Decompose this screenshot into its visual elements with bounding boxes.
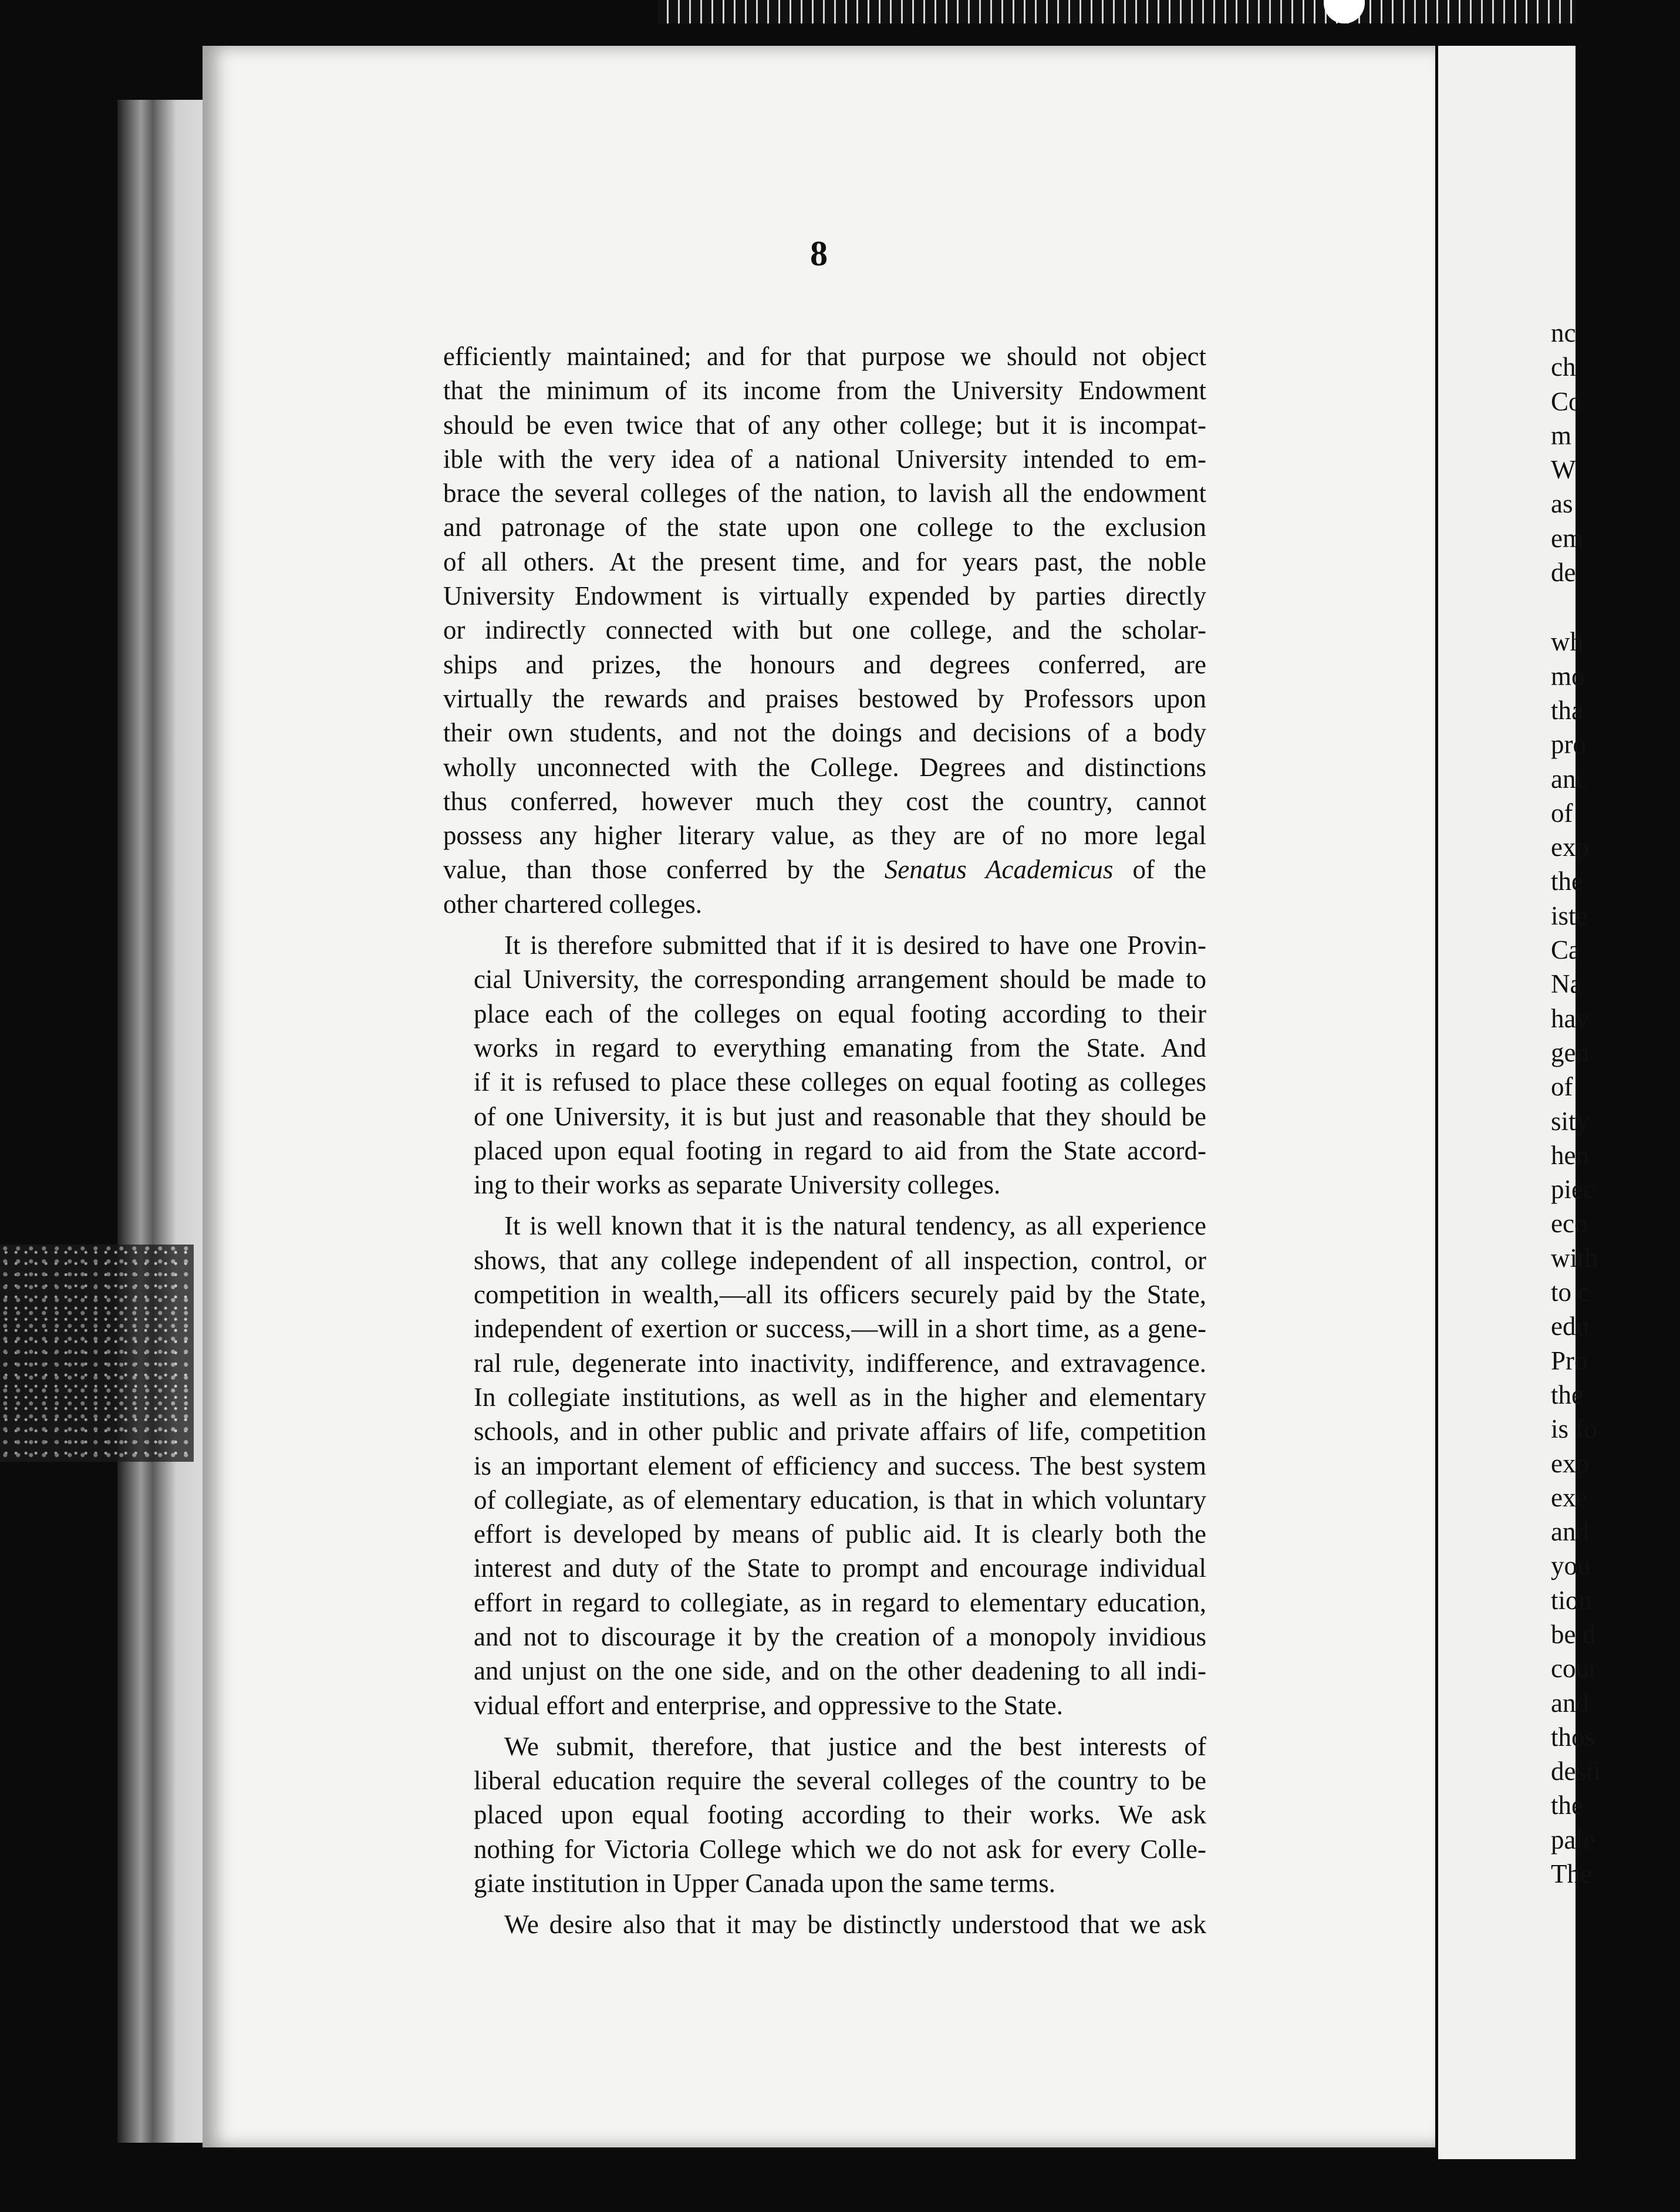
- facing-fragment: W: [1551, 455, 1576, 485]
- text-line: wholly unconnected with the College. Degrees and distinctions: [443, 752, 1206, 782]
- text-line: shows, that any college independent of all inspection, control, or: [474, 1245, 1206, 1275]
- scan-top-edge: [657, 0, 1576, 23]
- text-line: possess any higher literary value, as they are of no more legal: [443, 821, 1206, 851]
- text-line: and patronage of the state upon one college to the exclusion: [443, 512, 1206, 542]
- text-line: of collegiate, as of elementary education, is that in which voluntary: [474, 1485, 1206, 1515]
- text-line: effort is developed by means of public aid. It is clearly both the: [474, 1519, 1206, 1549]
- paragraph-gap: [1551, 589, 1680, 625]
- text-line: placed upon equal footing according to their works. We ask: [474, 1800, 1206, 1830]
- facing-fragment: anc: [1551, 764, 1588, 794]
- text-line: and not to discourage it by the creation of a monopoly invidious: [474, 1621, 1206, 1651]
- text-line: competition in wealth,—all its officers securely paid by the State,: [474, 1280, 1206, 1310]
- facing-fragment: exp: [1551, 832, 1589, 862]
- facing-fragment: Na: [1551, 969, 1582, 999]
- facing-fragment: The: [1551, 1859, 1592, 1889]
- paragraph-3: [443, 1209, 1206, 1722]
- text-line: is an important element of efficiency and success. The best system: [474, 1451, 1206, 1481]
- text-line: It is well known that it is the natural tendency, as all experience: [504, 1211, 1206, 1241]
- text-line: interest and duty of the State to prompt and encourage individual: [474, 1553, 1206, 1583]
- facing-fragment: piec: [1551, 1175, 1595, 1205]
- paragraph-5: [443, 1907, 1206, 1941]
- facing-fragment: pale: [1551, 1825, 1595, 1854]
- text-line: place each of the colleges on equal footing according to their: [474, 999, 1206, 1029]
- text-line: University Endowment is virtually expended by parties directly: [443, 581, 1206, 611]
- text-line: or indirectly connected with but one college, and the scholar-: [443, 615, 1206, 645]
- facing-fragment: wh: [1551, 627, 1583, 657]
- facing-fragment: em: [1551, 523, 1583, 553]
- text-line: We submit, therefore, that justice and the best interests of: [504, 1731, 1206, 1761]
- text-line: We desire also that it may be distinctly understood that we ask: [504, 1910, 1206, 1940]
- facing-fragment: and: [1551, 1517, 1589, 1547]
- text-line: and unjust on the one side, and on the other deadening to all indi-: [474, 1656, 1206, 1686]
- facing-fragment: desti: [1551, 1756, 1601, 1786]
- page-body: [443, 339, 1206, 1942]
- facing-fragment: the: [1551, 1380, 1583, 1410]
- facing-page-edge: [1438, 46, 1601, 2159]
- facing-fragment: Ca: [1551, 935, 1580, 965]
- book-page: [203, 46, 1435, 2147]
- text-line: virtually the rewards and praises bestowed by Professors upon: [443, 683, 1206, 713]
- text-line: nothing for Victoria College which we do not ask for every Colle-: [474, 1834, 1206, 1864]
- text-line: ships and prizes, the honours and degrees conferred, are: [443, 649, 1206, 679]
- text-line: effort in regard to collegiate, as in regard to elementary education,: [474, 1587, 1206, 1617]
- facing-fragment: de: [1551, 558, 1576, 588]
- facing-fragment: iste: [1551, 901, 1588, 930]
- facing-fragment: eco: [1551, 1209, 1588, 1239]
- text-line: independent of exertion or success,—will in a short time, as a gene-: [474, 1314, 1206, 1344]
- facing-fragment: to c: [1551, 1277, 1590, 1307]
- text-line: It is therefore submitted that if it is desired to have one Provin-: [504, 930, 1206, 960]
- facing-fragment: and: [1551, 1688, 1589, 1718]
- facing-fragment: tha: [1551, 695, 1583, 725]
- facing-fragment: is fo: [1551, 1414, 1597, 1444]
- facing-page-fragments: [1551, 316, 1680, 1891]
- facing-fragment: Co: [1551, 386, 1582, 416]
- text-line: efficiently maintained; and for that purpose we should not object: [443, 342, 1206, 371]
- facing-fragment: hen: [1551, 1140, 1589, 1170]
- facing-fragment: thos: [1551, 1722, 1595, 1752]
- text-line: should be even twice that of any other college; but it is incompat-: [443, 410, 1206, 440]
- facing-fragment: as: [1551, 489, 1573, 519]
- page-number: 8: [810, 234, 828, 273]
- facing-fragment: Pro: [1551, 1346, 1588, 1375]
- facing-fragment: hav: [1551, 1003, 1589, 1033]
- text-line: their own students, and not the doings and decisions of a body: [443, 718, 1206, 748]
- facing-fragment: of: [1551, 798, 1573, 828]
- text-line: schools, and in other public and private affairs of life, competition: [474, 1417, 1206, 1446]
- facing-fragment: gen: [1551, 1037, 1589, 1067]
- facing-fragment: you: [1551, 1551, 1591, 1581]
- facing-fragment: be d: [1551, 1619, 1596, 1649]
- facing-fragment: cour: [1551, 1654, 1598, 1684]
- facing-fragment: nc: [1551, 318, 1576, 348]
- text-line: works in regard to everything emanating from the State. And: [474, 1033, 1206, 1063]
- italic-phrase: Senatus Academicus: [884, 855, 1114, 885]
- scan-artifact: [0, 1245, 194, 1462]
- facing-fragment: sity: [1551, 1106, 1590, 1136]
- text-line: cial University, the corresponding arrangement should be made to: [474, 965, 1206, 994]
- text-line: In collegiate institutions, as well as in the higher and elementary: [474, 1382, 1206, 1412]
- text-line: giate institution in Upper Canada upon the same terms.: [474, 1869, 1056, 1899]
- facing-fragment: of: [1551, 1072, 1573, 1102]
- text-line: placed upon equal footing in regard to aid from the State accord-: [474, 1135, 1206, 1165]
- text-line: that the minimum of its income from the University Endowment: [443, 376, 1206, 406]
- facing-fragment: the: [1551, 1790, 1583, 1820]
- facing-fragment: with: [1551, 1243, 1598, 1273]
- paragraph-2: [443, 928, 1206, 1202]
- text-line: thus conferred, however much they cost the country, cannot: [443, 786, 1206, 816]
- text-line: of all others. At the present time, and for years past, the noble: [443, 547, 1206, 576]
- facing-fragment: ch: [1551, 352, 1576, 382]
- paragraph-1: [443, 339, 1206, 921]
- facing-fragment: tion: [1551, 1585, 1593, 1615]
- text-line: if it is refused to place these colleges on equal footing as colleges: [474, 1067, 1206, 1097]
- text-line: ing to their works as separate University colleges.: [474, 1170, 1001, 1200]
- facing-fragment: pro: [1551, 730, 1586, 760]
- facing-fragment: the: [1551, 866, 1583, 896]
- facing-fragment: edu: [1551, 1311, 1589, 1341]
- text-line: brace the several colleges of the nation, to lavish all the endowment: [443, 478, 1206, 508]
- text-line: ible with the very idea of a national University intended to em-: [443, 444, 1206, 474]
- text-line: of one University, it is but just and reasonable that they should be: [474, 1101, 1206, 1131]
- text-line: vidual effort and enterprise, and oppressive to the State.: [474, 1690, 1063, 1720]
- text-line: ral rule, degenerate into inactivity, indifference, and extravagence.: [474, 1348, 1206, 1378]
- facing-fragment: exp: [1551, 1448, 1589, 1478]
- facing-fragment: exe: [1551, 1482, 1588, 1512]
- paragraph-4: [443, 1729, 1206, 1900]
- facing-fragment: m: [1551, 420, 1572, 450]
- text-line: value, than those conferred by the Senatus Academicus of the: [443, 855, 1206, 885]
- text-line: other chartered colleges.: [443, 889, 703, 919]
- text-line: liberal education require the several colleges of the country to be: [474, 1766, 1206, 1796]
- facing-fragment: mo: [1551, 661, 1585, 691]
